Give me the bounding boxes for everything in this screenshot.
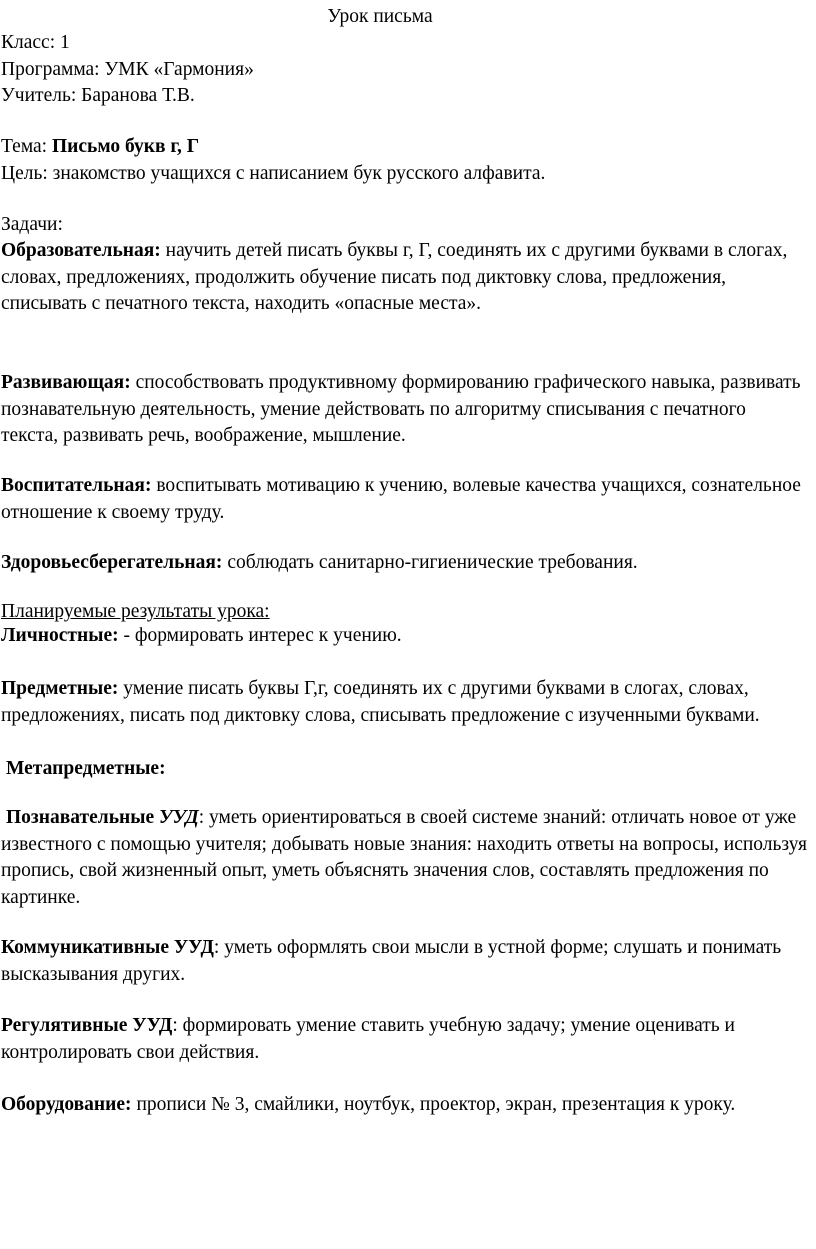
results-heading: Планируемые результаты урока: (1, 601, 270, 622)
health-label: Здоровьесберегательная: (1, 552, 223, 573)
developing-task (1, 370, 807, 450)
equipment-text: прописи № 3, смайлики, ноутбук, проектор, экран, презентация к уроку. (131, 1094, 736, 1115)
upbringing-text: воспитывать мотивацию к учению, волевые качества учащихся, сознательное отношение к своему труду. (1, 475, 801, 523)
educational-label: Образовательная: (1, 240, 161, 261)
cognitive-result (1, 805, 807, 911)
educational-task (1, 238, 807, 318)
teacher-line: Учитель: Баранова Т.В. (1, 85, 195, 106)
communicative-label: Коммуникативные УУД (1, 937, 214, 958)
educational-text: научить детей писать буквы г, Г, соединять их с другими буквами в слогах, словах, предложениях, продолжить обучение писать под диктовку слова, предложения, списывать с печатного текста, находить «опасные места». (1, 240, 788, 314)
tasks-heading: Задачи: (1, 214, 63, 235)
topic-value: Письмо букв г, Г (51, 136, 200, 157)
program-line: Программа: УМК «Гармония» (1, 59, 254, 80)
personal-result (1, 623, 807, 650)
developing-label: Развивающая: (1, 372, 131, 393)
topic-label: Тема: (1, 136, 48, 157)
regulative-text: : формировать умение ставить учебную задачу; умение оценивать и контролировать свои действия. (1, 1015, 735, 1063)
upbringing-label: Воспитательная: (1, 475, 152, 496)
goal-line: Цель: знакомство учащихся с написанием бук русского алфавита. (1, 163, 546, 184)
meta-heading-text: Метапредметные: (6, 758, 166, 779)
upbringing-task (1, 473, 807, 526)
class-line: Класс: 1 (1, 32, 70, 53)
cognitive-uud: УУД (159, 807, 199, 828)
communicative-text: : уметь оформлять свои мысли в устной форме; слушать и понимать высказывания других. (1, 937, 782, 985)
cognitive-text: : уметь ориентироваться в своей системе знаний: отличать новое от уже известного с помощью учителя; добывать новые знания: находить ответы на вопросы, используя пропись, свой жизненный опыт, уметь объяснять значения слов, составлять предложения по картинке. (1, 807, 807, 908)
developing-text: способствовать продуктивному формированию графического навыка, развивать познавательную деятельность, умение действовать по алгоритму списывания с печатного текста, развивать речь, воображение, мышление. (1, 372, 801, 446)
health-task (1, 550, 807, 577)
subject-label: Предметные: (1, 678, 119, 699)
personal-text: - формировать интерес к учению. (118, 625, 402, 646)
equipment-line (1, 1092, 807, 1119)
health-text: соблюдать санитарно-гигиенические требования. (222, 552, 638, 573)
regulative-result (1, 1013, 807, 1066)
regulative-label: Регулятивные УУД (1, 1015, 173, 1036)
subject-result (1, 676, 807, 729)
communicative-result (1, 935, 807, 988)
topic-line (1, 134, 199, 161)
document-title: Урок письма (327, 6, 433, 27)
subject-text: умение писать буквы Г,г, соединять их с другими буквами в слогах, словах, предложениях, писать под диктовку слова, списывать предложение с изученными буквами. (1, 678, 760, 726)
equipment-label: Оборудование: (1, 1094, 132, 1115)
meta-heading (6, 756, 166, 783)
cognitive-label: Познавательные (6, 807, 155, 828)
personal-label: Личностные: (1, 625, 119, 646)
